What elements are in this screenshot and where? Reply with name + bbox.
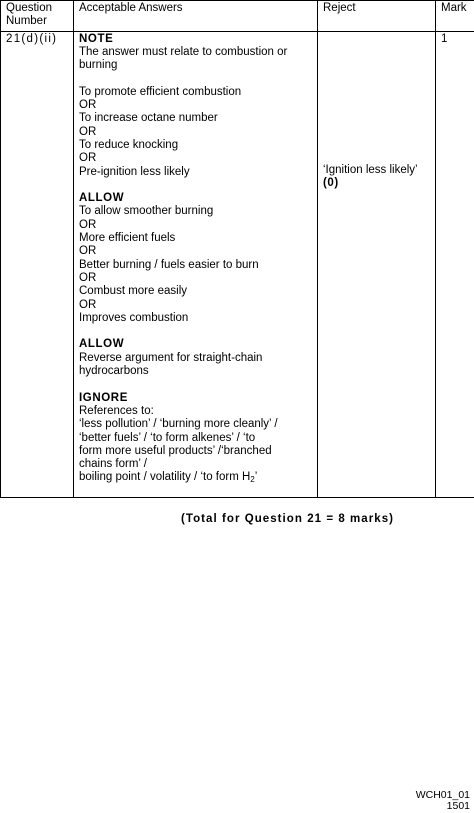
allow-line: To allow smoother burning <box>79 205 214 218</box>
answer-option: Pre-ignition less likely <box>79 165 190 178</box>
allow-line: Reverse argument for straight-chain <box>79 351 263 364</box>
note-line: burning <box>79 59 118 72</box>
question-row <box>1 31 474 497</box>
or-separator: OR <box>79 99 97 112</box>
paper-code: WCH01_01 <box>415 789 470 801</box>
allow-heading-2: ALLOW <box>79 338 125 351</box>
header-mark: Mark <box>436 1 474 32</box>
page-number: 1501 <box>446 800 470 812</box>
allow-line: Better burning / fuels easier to burn <box>79 258 259 271</box>
or-separator: OR <box>79 298 97 311</box>
or-separator: OR <box>79 271 97 284</box>
reject-text: ‘Ignition less likely’ <box>323 163 418 176</box>
allow-line: More efficient fuels <box>79 232 176 245</box>
allow-line: hydrocarbons <box>79 365 149 378</box>
ignore-last-text: boiling point / volatility / ‘to form H <box>79 471 251 484</box>
header-acceptable-answers: Acceptable Answers <box>74 1 318 32</box>
allow-line: Improves combustion <box>79 311 189 324</box>
ignore-line: ‘less pollution’ / ‘burning more cleanly’ / <box>79 418 278 431</box>
ignore-line: chains form’ / <box>79 458 147 471</box>
acceptable-answers-cell <box>74 31 318 497</box>
or-separator: OR <box>79 152 97 165</box>
question-total: (Total for Question 21 = 8 marks) <box>181 513 395 525</box>
mark-value: 1 <box>436 31 474 497</box>
note-heading: NOTE <box>79 32 114 45</box>
subscript-2: 2 <box>250 475 255 485</box>
ignore-line: ‘better fuels’ / ‘to form alkenes’ / ‘to <box>79 431 256 444</box>
ignore-line: form more useful products’ /‘branched <box>79 444 272 457</box>
header-reject: Reject <box>318 1 436 32</box>
answer-option: To reduce knocking <box>79 138 179 151</box>
or-separator: OR <box>79 125 97 138</box>
ignore-heading: IGNORE <box>79 391 128 404</box>
or-separator: OR <box>79 245 97 258</box>
answer-option: To promote efficient combustion <box>79 85 242 98</box>
page-footer <box>416 790 470 812</box>
header-question-number: Question Number <box>1 1 74 32</box>
question-number: 21(d)(ii) <box>1 31 74 497</box>
ignore-last-quote: ’ <box>254 471 258 484</box>
reject-cell <box>318 31 436 497</box>
or-separator: OR <box>79 218 97 231</box>
note-line: The answer must relate to combustion or <box>79 45 288 58</box>
ignore-line-last <box>79 471 312 484</box>
header-row <box>1 1 474 32</box>
answer-option: To increase octane number <box>79 112 218 125</box>
allow-heading: ALLOW <box>79 192 125 205</box>
reject-mark: (0) <box>323 176 339 189</box>
ignore-line: References to: <box>79 404 154 417</box>
allow-line: Combust more easily <box>79 285 188 298</box>
